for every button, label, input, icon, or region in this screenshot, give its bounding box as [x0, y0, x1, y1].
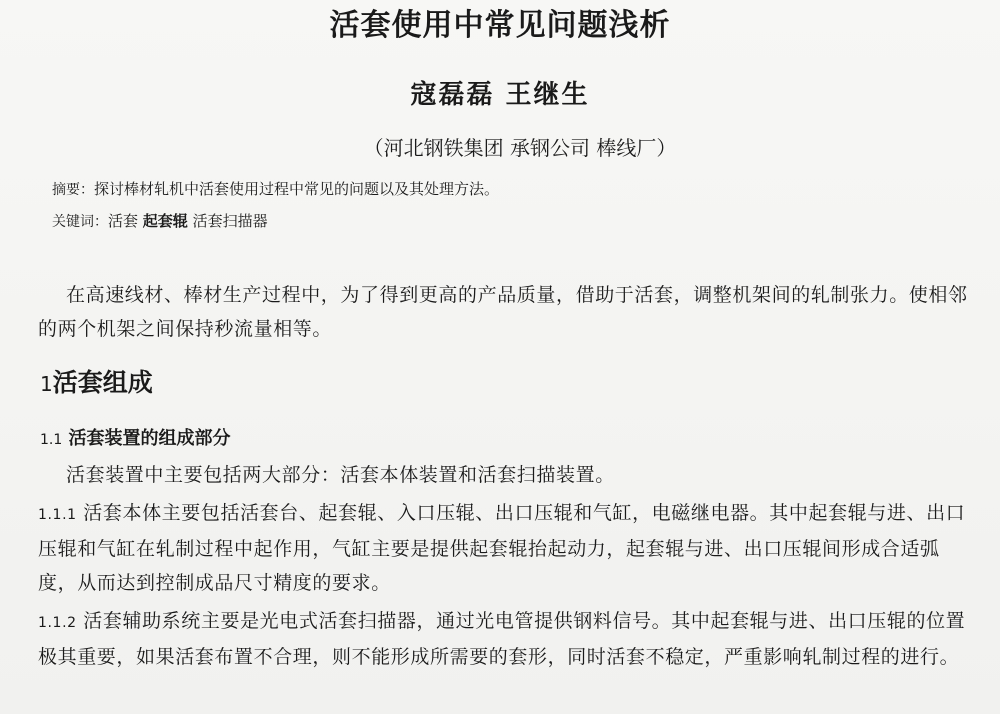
keywords-label: 关键词：: [52, 214, 108, 230]
abstract: [52, 178, 499, 201]
subsection-heading: [40, 426, 231, 453]
section-number: 1: [40, 372, 53, 396]
keyword-item: 起套辊: [142, 212, 188, 230]
keyword-item: 活套: [108, 212, 139, 230]
item-paragraph: [38, 496, 968, 600]
item-text: 活套本体主要包括活套台、起套辊、入口压辊、出口压辊和气缸，电磁继电器。其中起套辊与进、出口压辊和气缸在轧制过程中起作用，气缸主要是提供起套辊抬起动力，起套辊与进、出口压辊间形成合适弧度，从而达到控制成品尺寸精度的要求。: [38, 502, 966, 594]
affiliation: （河北钢铁集团 承钢公司 棒线厂）: [363, 136, 677, 160]
item-paragraph: [38, 604, 968, 674]
item-number: 1.1.2: [38, 615, 77, 631]
intro-paragraph: 在高速线材、棒材生产过程中，为了得到更高的产品质量，借助于活套，调整机架间的轧制张力。使相邻的两个机架之间保持秒流量相等。: [38, 284, 968, 340]
keywords: [52, 210, 268, 233]
subsection-title: 活套装置的组成部分: [68, 428, 231, 449]
overview-paragraph: 活套装置中主要包括两大部分：活套本体装置和活套扫描装置。: [66, 464, 615, 486]
keyword-item: 活套扫描器: [192, 212, 268, 230]
section-title: 活套组成: [52, 368, 153, 397]
abstract-label: 摘要：: [52, 182, 94, 198]
abstract-text: 探讨棒材轧机中活套使用过程中常见的问题以及其处理方法。: [94, 180, 500, 198]
item-text: 活套辅助系统主要是光电式活套扫描器，通过光电管提供钢料信号。其中起套辊与进、出口压辊的位置极其重要，如果活套布置不合理，则不能形成所需要的套形，同时活套不稳定，严重影响轧制过程的进行。: [38, 610, 966, 668]
document-title: 活套使用中常见问题浅析: [329, 8, 671, 43]
item-number: 1.1.1: [38, 507, 77, 523]
section-heading: [40, 366, 153, 401]
subsection-number: 1.1: [40, 432, 63, 448]
authors: 寇磊磊 王继生: [410, 80, 590, 110]
